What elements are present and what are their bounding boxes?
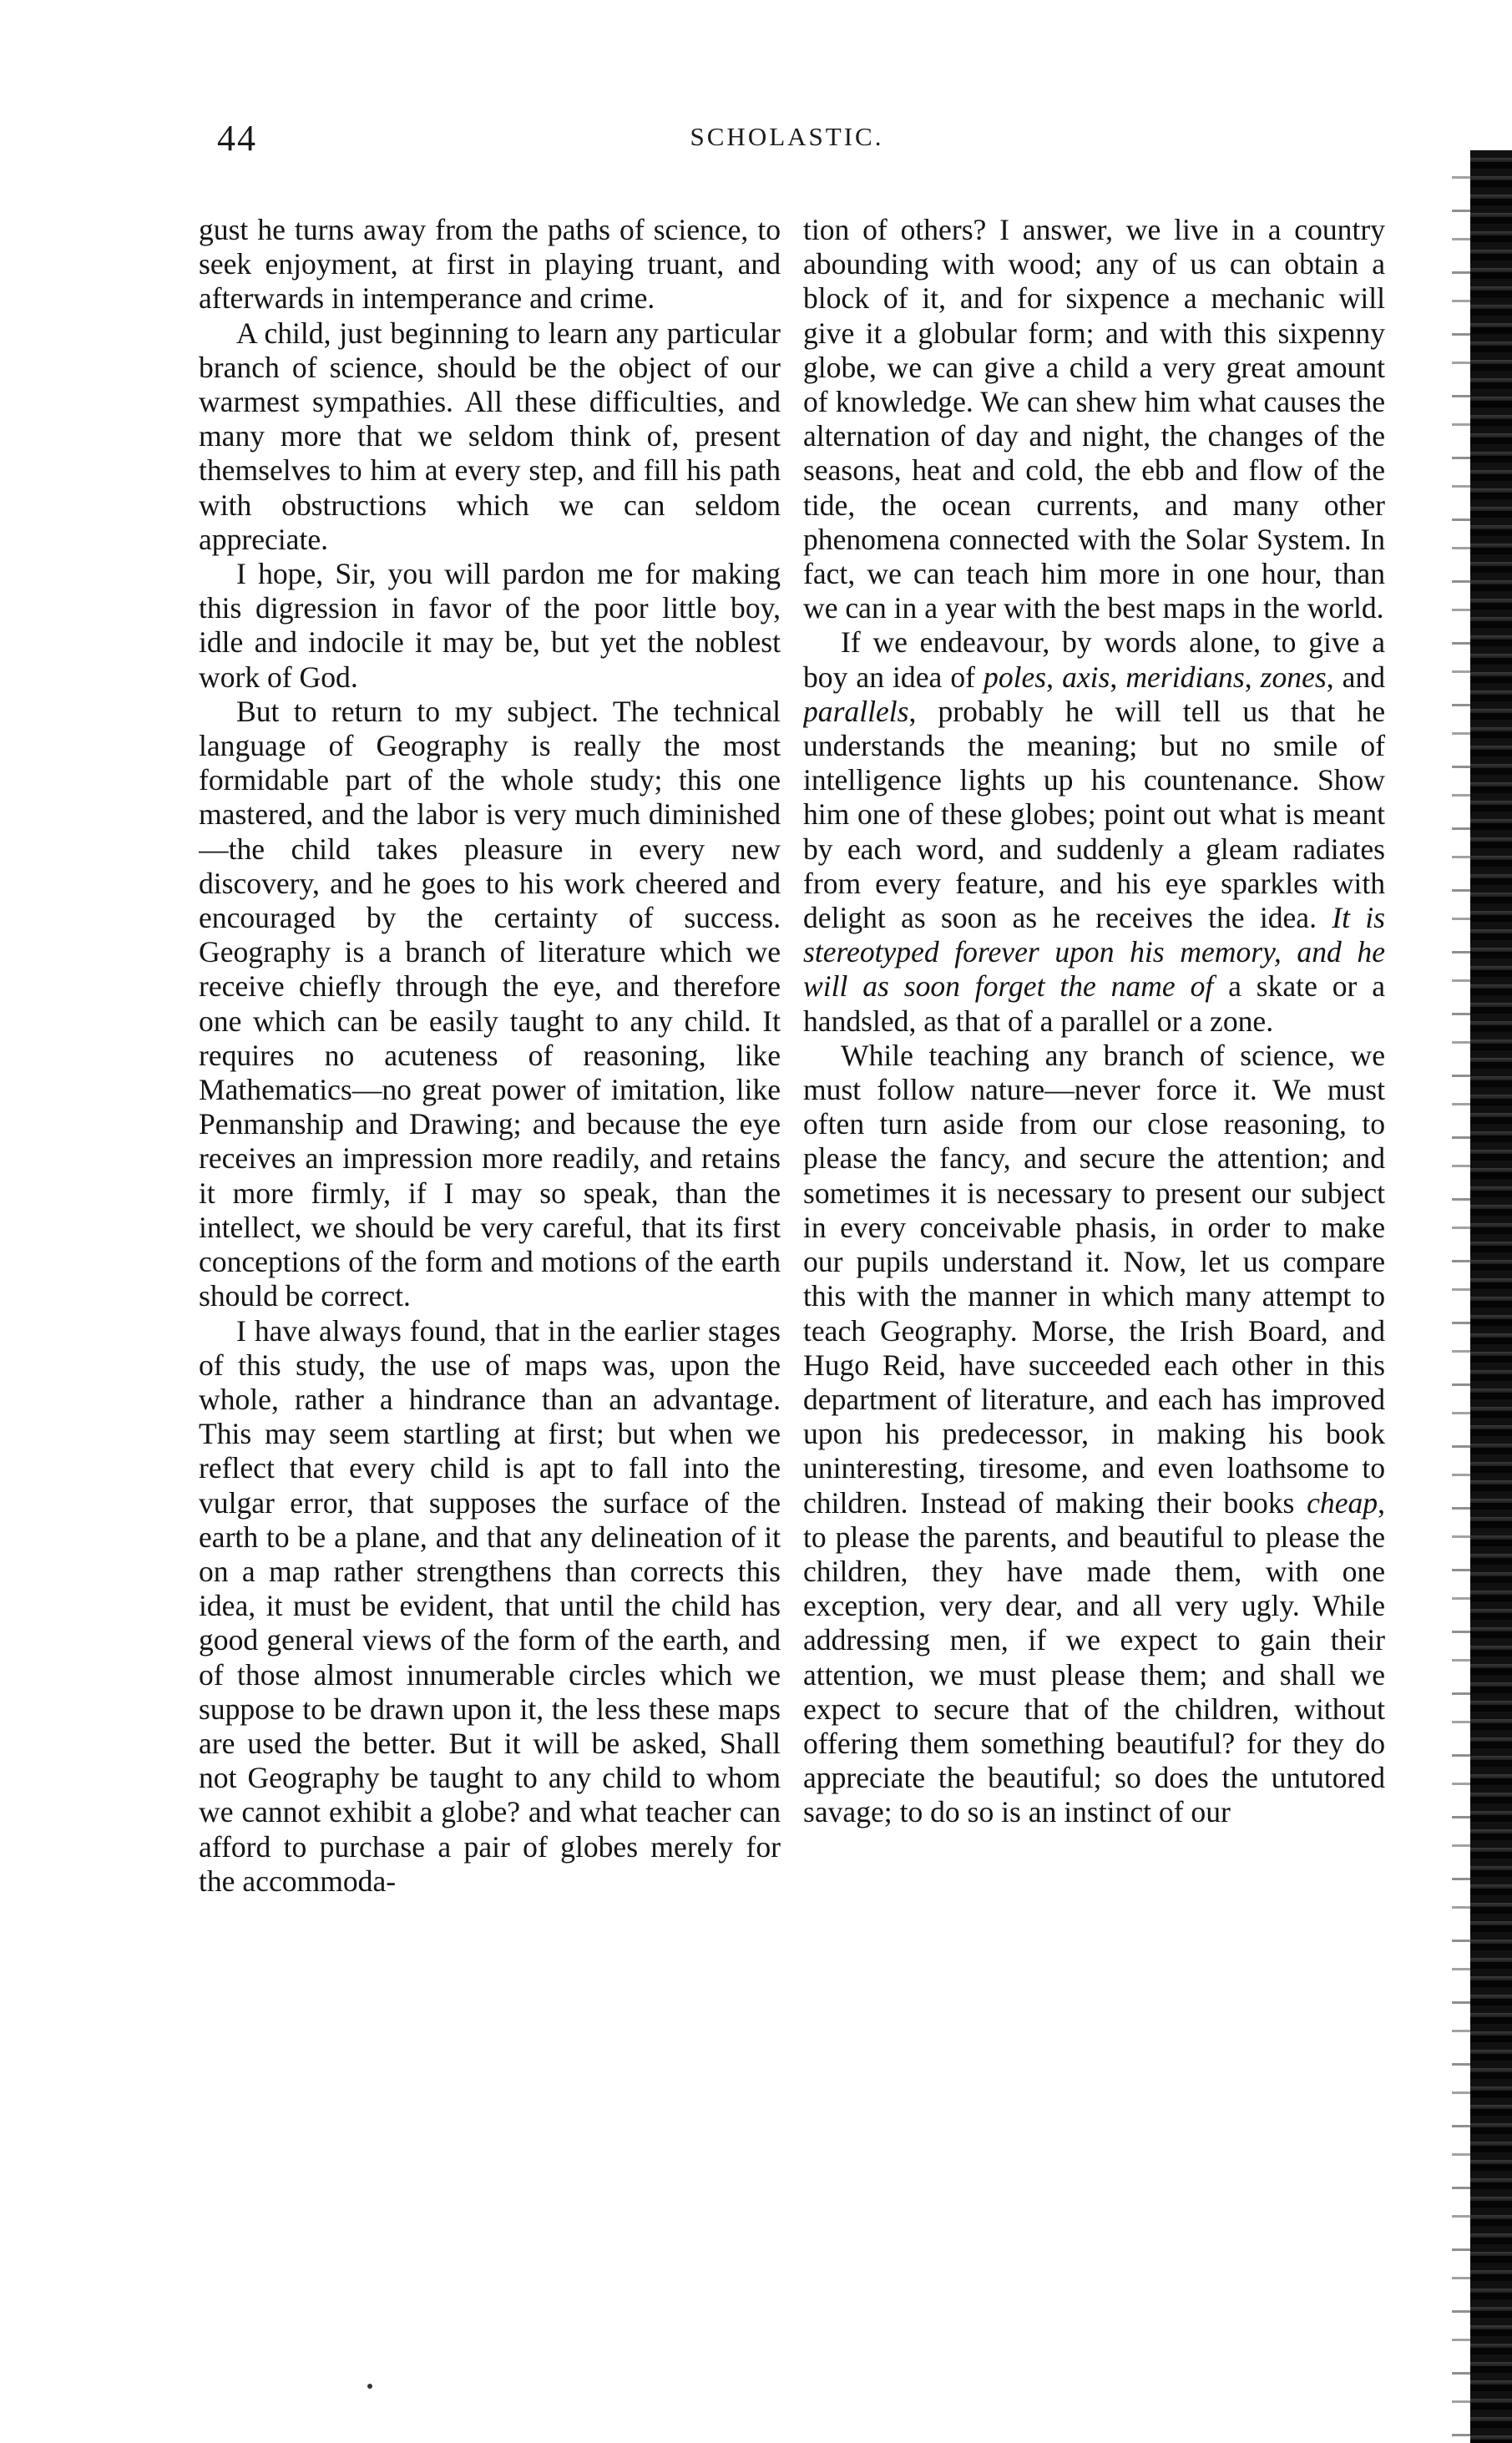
scan-edge-speckle [1452, 150, 1470, 2443]
text-run: a skate or a handsled, as that of a parallel or a zone. [803, 969, 1385, 1038]
page-number: 44 [217, 118, 257, 159]
italic-term-axis: axis [1062, 660, 1110, 694]
print-speck [367, 2384, 372, 2389]
right-paragraph-1: tion of others? I answer, we live in a country abounding with wood; any of us can obtain a block of it, and for sixpence a mechanic will give it a globular form; and with this sixpenny globe, we can give a child a very great amount of knowledge. We can shew him what causes the alternation of day and night, the changes of the seasons, heat and cold, the ebb and flow of the tide, the ocean currents, and many other phenomena connected with the Solar System. In fact, we can teach him more in one hour, than we can in a year with the best maps in the world. [803, 213, 1385, 625]
left-paragraph-5: I have always found, that in the earlier stages of this study, the use of maps was, upon the whole, rather a hindrance than an advantage. This may seem startling at first; but when we reflect that every child is apt to fall into the vulgar error, that supposes the surface of the earth to be a plane, and that any delineation of it on a map rather strengthens than corrects this idea, it must be evident, that until the child has good general views of the form of the earth, and of those almost innumerable circles which we suppose to be drawn upon it, the less these maps are used the better. But it will be asked, Shall not Geography be taught to any child to whom we cannot exhibit a globe? and what teacher can afford to purchase a pair of globes merely for the accommoda- [199, 1313, 781, 1898]
text-run: If we endeavour, by words alone, to give a boy an idea of [803, 625, 1385, 694]
text-run: , and [1326, 660, 1385, 694]
left-paragraph-1: gust he turns away from the paths of science, to seek enjoyment, at first in playing truant, and afterwards in intemperance and crime. [199, 213, 781, 316]
italic-term-cheap: cheap [1307, 1485, 1378, 1520]
text-run: While teaching any branch of science, we must follow nature—never force it. We must often turn aside from our close reasoning, to please the fancy, and secure the attention; and sometimes it is necessary to present our subject in every conceivable phasis, in order to make our pupils understand it. Now, let us compare this with the manner in which many attempt to teach Geography. Morse, the Irish Board, and Hugo Reid, have succeeded each other in this department of literature, and each has improved upon his predecessor, in making his book uninteresting, tiresome, and even loathsome to children. Instead of making their books [803, 1038, 1385, 1520]
text-run: , [1110, 660, 1126, 694]
text-run: , probably he will tell us that he understands the meaning; but no smile of intelligence lights up his countenance. Show him one of these globes; point out what is meant by each word, and suddenly a gleam radiates from every feature, and his eye sparkles with delight as soon as he receives the idea. [803, 694, 1385, 935]
text-run: , to please the parents, and beautiful to please the children, they have made them, with one exception, very dear, and all very ugly. While addressing men, if we expect to gain their attention, we must please them; and shall we expect to secure that of the children, without offering them something beautiful? for they do appreciate the beautiful; so does the untutored savage; to do so is an instinct of our [803, 1485, 1385, 1829]
right-column [803, 213, 1385, 2350]
italic-sentence: It is stereotyped forever upon his memory, and he will as soon forget the name of [803, 901, 1385, 1004]
italic-term-parallels: parallels [803, 694, 909, 728]
page-header [209, 117, 1365, 167]
running-head: SCHOLASTIC. [690, 122, 884, 151]
text-run: , [1046, 660, 1063, 694]
right-paragraph-2 [803, 625, 1385, 1038]
left-paragraph-2: A child, just beginning to learn any particular branch of science, should be the object of our warmest sympathies. All these difficulties, and many more that we seldom think of, present themselves to him at every step, and fill his path with obstructions which we can seldom appreciate. [199, 316, 781, 556]
italic-term-zones: zones [1260, 660, 1327, 694]
left-paragraph-3: I hope, Sir, you will pardon me for making this digression in favor of the poor little boy, idle and indocile it may be, but yet the noblest work of God. [199, 557, 781, 694]
right-paragraph-3 [803, 1039, 1385, 1830]
italic-term-meridians: meridians [1125, 660, 1245, 694]
left-paragraph-4: But to return to my subject. The technical language of Geography is really the most formidable part of the whole study; this one mastered, and the labor is very much diminished—the child takes pleasure in every new discovery, and he goes to his work cheered and encouraged by the certainty of success. Geography is a branch of literature which we receive chiefly through the eye, and therefore one which can be easily taught to any child. It requires no acuteness of reasoning, like Mathematics—no great power of imitation, like Penmanship and Drawing; and because the eye receives an impression more readily, and retains it more firmly, if I may so speak, than the intellect, we should be very careful, that its first conceptions of the form and motions of the earth should be correct. [199, 694, 781, 1313]
left-column [199, 213, 781, 2350]
scan-edge-shadow [1470, 150, 1512, 2443]
italic-term-poles: poles [984, 660, 1047, 694]
text-run: , [1244, 660, 1261, 694]
